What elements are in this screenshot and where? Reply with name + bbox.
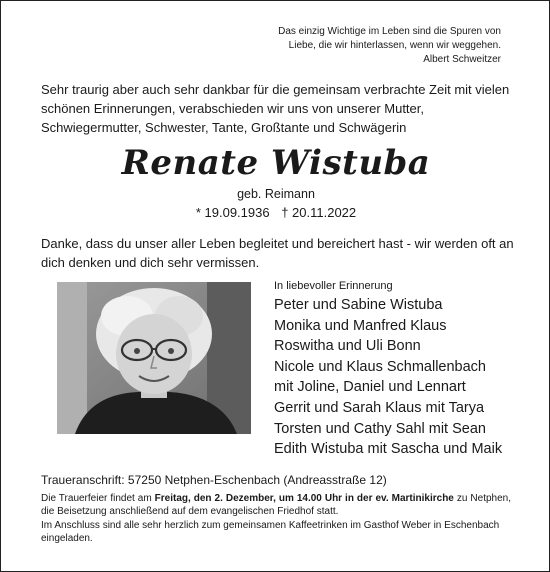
list-item: Torsten und Cathy Sahl mit Sean: [274, 420, 486, 437]
quote-line-2: Liebe, die wir hinterlassen, wenn wir weggehen.: [288, 40, 501, 51]
maiden-name: geb. Reimann: [237, 187, 315, 201]
list-item: Edith Wistuba mit Sascha und Maik: [274, 441, 503, 458]
service-highlight: Freitag, den 2. Dezember, um 14.00 Uhr in der ev. Martinikirche: [154, 493, 454, 504]
quote-author: Albert Schweitzer: [423, 54, 501, 65]
mourning-address: Traueranschrift: 57250 Netphen-Eschenbach (Andreasstraße 12): [41, 473, 387, 487]
quote-line-1: Das einzig Wichtige im Leben sind die Spuren von: [278, 26, 501, 37]
thanks-text: Danke, dass du unser aller Leben begleitet und bereichert hast - wir werden oft an dich denken und dich sehr vermissen.: [41, 236, 514, 270]
list-item: mit Joline, Daniel und Lennart: [274, 379, 466, 396]
coffee-invitation: Im Anschluss sind alle sehr herzlich zum gemeinsamen Kaffeetrinken im Gasthof Weber in Eschenbach eingeladen.: [41, 520, 500, 544]
memory-label: In liebevoller Erinnerung: [274, 280, 393, 292]
service-text-before: Die Trauerfeier findet am: [41, 493, 155, 504]
list-item: Gerrit und Sarah Klaus mit Tarya: [274, 399, 485, 416]
portrait-photo: [57, 282, 251, 434]
death-date: † 20.11.2022: [281, 205, 357, 220]
list-item: Monika und Manfred Klaus: [274, 317, 447, 334]
intro-text: Sehr traurig aber auch sehr dankbar für die gemeinsam verbrachte Zeit mit vielen schönen Erinnerungen, verabschieden wir uns von unserer Mutter, Schwiegermutter, Schwester, Tante, Großtante und Schwägerin: [41, 82, 510, 135]
list-item: Peter und Sabine Wistuba: [274, 297, 443, 313]
birth-date: * 19.09.1936: [195, 205, 270, 220]
family-list: [274, 295, 534, 460]
deceased-name: Renate Wistuba: [121, 143, 431, 183]
list-item: Nicole und Klaus Schmallenbach: [274, 358, 486, 375]
service-text-after: zu Netphen, die Beisetzung anschließend auf dem evangelischen Friedhof statt.: [41, 493, 511, 517]
life-dates: [1, 204, 550, 222]
quote-block: [201, 25, 501, 67]
service-info: [41, 492, 511, 518]
list-item: Roswitha und Uli Bonn: [274, 338, 421, 355]
